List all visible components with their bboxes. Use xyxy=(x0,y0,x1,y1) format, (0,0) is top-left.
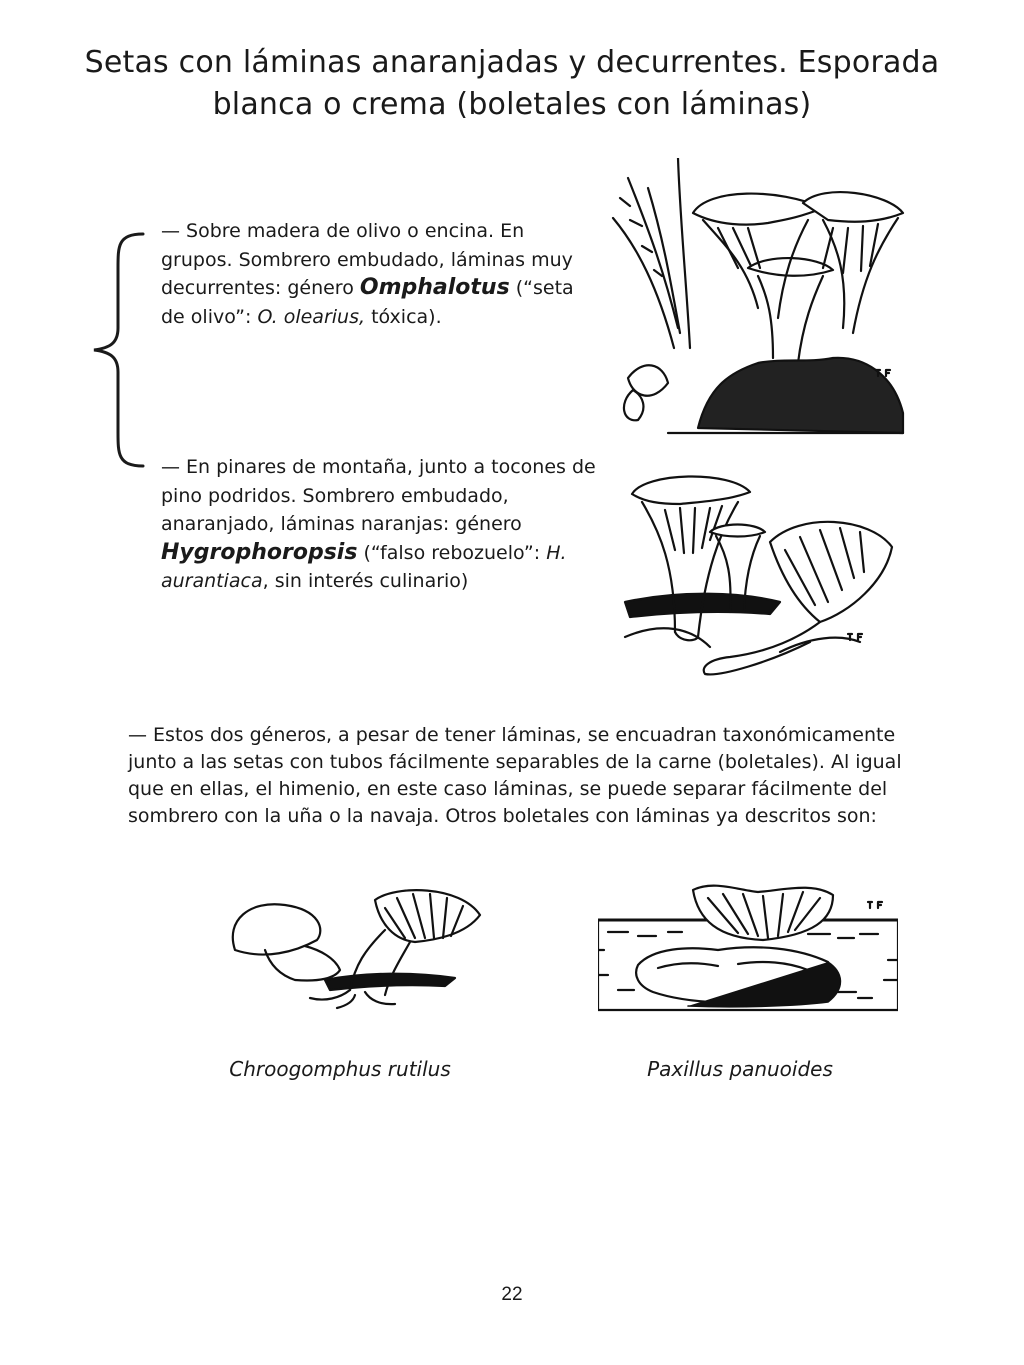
chroogomphus-illustration xyxy=(225,880,495,1010)
species-aurantiaca: H. aurantiaca xyxy=(161,541,567,592)
entry-hygrophoropsis: — En pinares de montaña, junto a tocones de pino podridos. Sombrero embudado, anaranjado, láminas naranjas: género Hygrophoropsis (“falso rebozuelo”: H. aurantiaca, sin interés culinario) xyxy=(161,456,596,592)
caption-chroogomphus: Chroogomphus rutilus xyxy=(229,1057,451,1081)
boletales-note: — Estos dos géneros, a pesar de tener láminas, se encuadran taxonómicamente junto a las setas con tubos fácilmente separables de la carne (boletales). Al igual que en ellas, el himenio, en este caso láminas, se puede separar fácilmente del sombrero con la uña o la navaja. Otros boletales con láminas ya descritos son: xyxy=(128,724,902,827)
caption-paxillus: Paxillus panuoides xyxy=(647,1057,833,1081)
omphalotus-illustration xyxy=(608,158,908,440)
grouping-brace xyxy=(88,228,148,473)
page-number: 22 xyxy=(501,1284,523,1305)
page-title: Setas con láminas anaranjadas y decurrentes. Esporada blanca o crema (boletales con láminas) xyxy=(84,45,940,122)
genus-omphalotus: Omphalotus xyxy=(359,275,510,300)
genus-hygrophoropsis: Hygrophoropsis xyxy=(161,539,358,565)
entry-omphalotus: — Sobre madera de olivo o encina. En grupos. Sombrero embudado, láminas muy decurrentes: género Omphalotus (“seta de olivo”: O. olearius, tóxica). xyxy=(161,220,574,328)
paxillus-illustration xyxy=(598,880,898,1015)
hygrophoropsis-illustration xyxy=(620,462,905,682)
species-olearius: O. olearius, xyxy=(257,305,366,328)
